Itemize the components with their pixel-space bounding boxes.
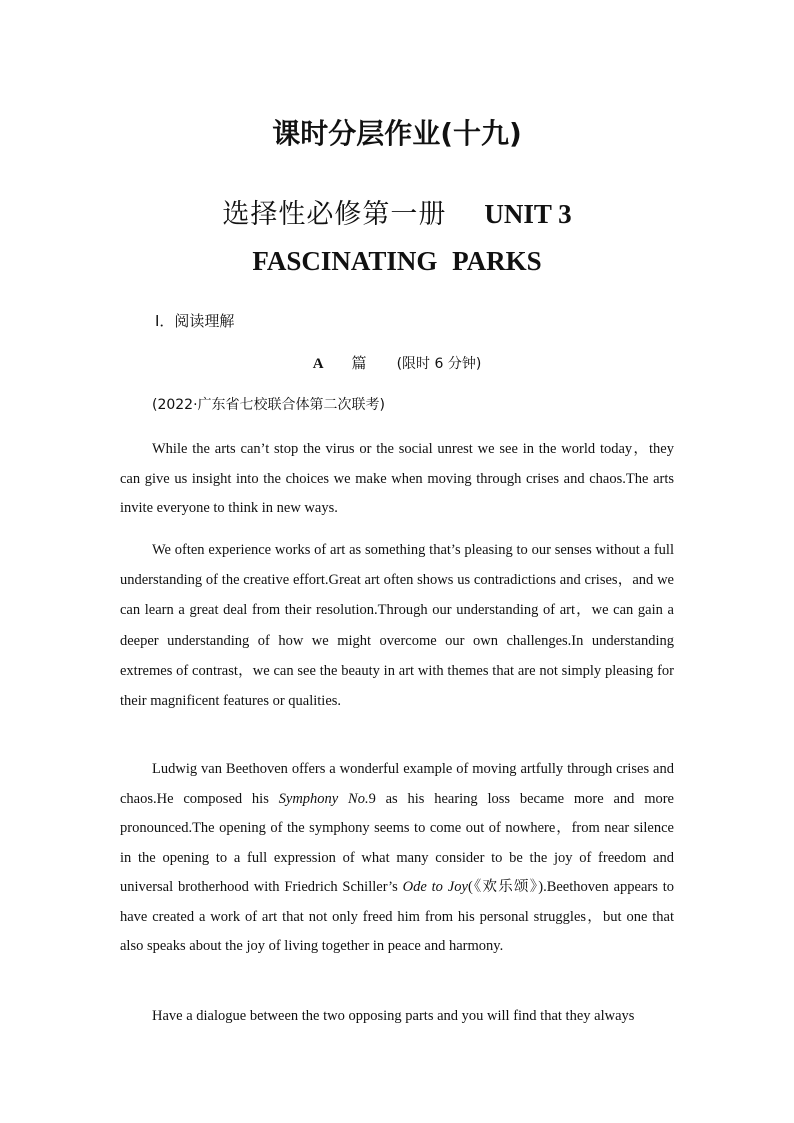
time-limit: (限时 6 分钟) [396,356,482,372]
unit-subtitle [0,192,794,231]
passage-source: (2022·广东省七校联合体第二次联考) [152,397,386,413]
subtitle-book: 选择性必修第一册 [222,199,447,230]
ode-title: Ode to Joy [402,879,468,895]
page-title: 课时分层作业(十九) [272,117,522,150]
section-heading: Ⅰ．阅读理解 [155,312,235,330]
passage-letter: A [312,356,324,372]
passage-heading [0,352,794,373]
paragraph-3 [120,755,674,962]
paragraph-1: While the arts can’t stop the virus or the social unrest we see in the world today，they can give us insight into the choices we make when moving through crises and chaos.The arts invite everyone to think in new ways. [120,441,674,516]
symphony-title: Symphony No. [278,790,369,807]
unit-name: FASCINATING PARKS [252,246,542,276]
paragraph-3-text-b: 9 as his hearing loss became more and more pronounced.The opening of the symphony seems to come out of nowhere，from near silence in the opening to a full expression of what many consider to be the joy of freedom and universal brotherhood with Friedrich Schiller’s [120,790,674,895]
subtitle-unit: UNIT 3 [484,199,572,229]
passage-suffix: 篇 [351,354,367,372]
paragraph-4: Have a dialogue between the two opposing parts and you will find that they always [152,1008,635,1024]
paragraph-2: We often experience works of art as something that’s pleasing to our senses without a full understanding of the creative effort.Great art often shows us contradictions and crises，and we can learn a great deal from their resolution.Through our understanding of art，we can gain a deeper understanding of how we might overcome our own challenges.In understanding extremes of contrast，we can see the beauty in art with themes that are not simply pleasing for their magnificent features or qualities. [120,542,674,710]
paragraph-3-text-c: (《欢乐颂》).Beethoven appears to have created a work of art that not only freed him from his personal struggles，but one that also speaks about the joy of living together in peace and harmony. [120,879,675,954]
paragraph-3-text-a: Ludwig van Beethoven offers a wonderful example of moving artfully through crises and chaos.He composed his [120,761,674,807]
